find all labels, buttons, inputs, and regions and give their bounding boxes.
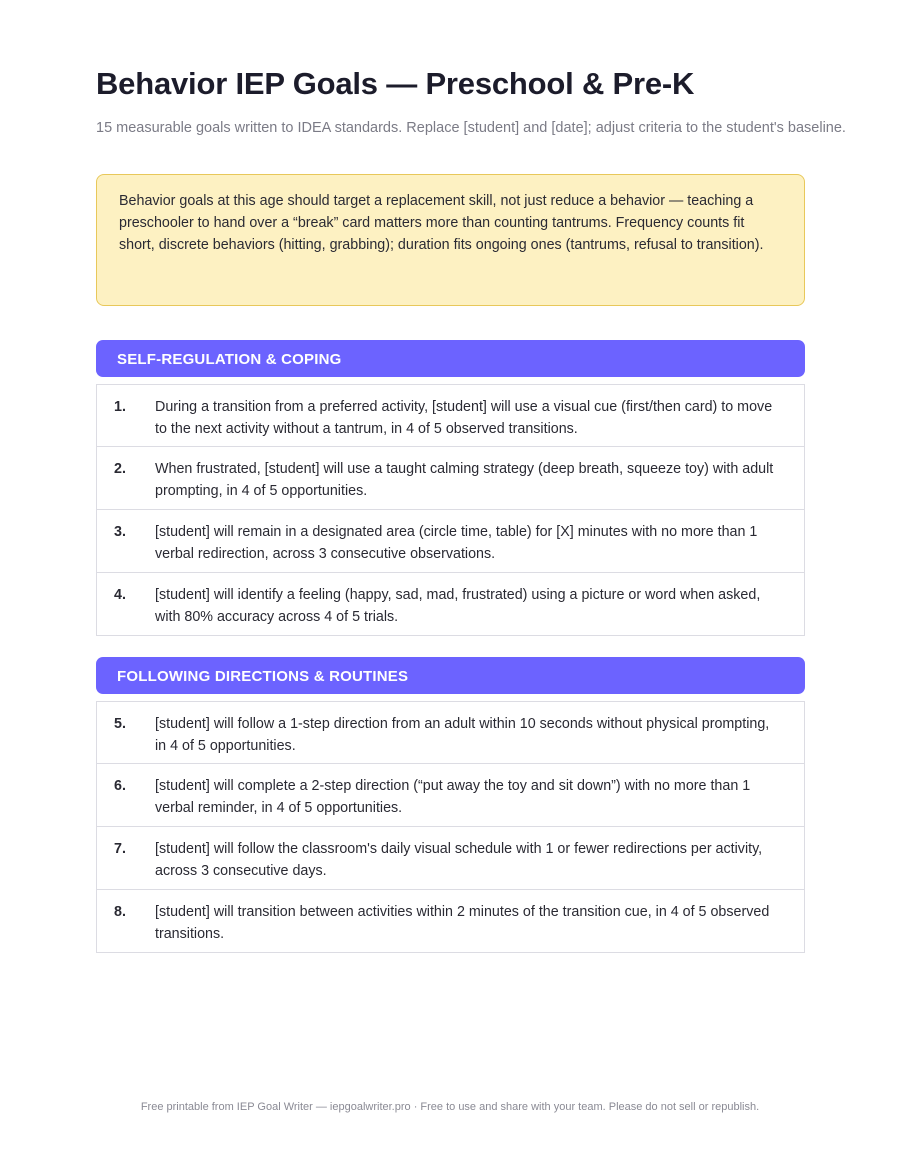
goal-item	[96, 384, 805, 447]
page-subtitle: 15 measurable goals written to IDEA standards. Replace [student] and [date]; adjust criteria to the student's baseline.	[96, 120, 846, 136]
section-heading: SELF-REGULATION & COPING	[96, 340, 805, 377]
goal-number: 6.	[114, 778, 126, 794]
goal-item	[96, 447, 805, 510]
page-title: Behavior IEP Goals — Preschool & Pre-K	[96, 66, 695, 101]
goal-item	[96, 701, 805, 764]
goal-item	[96, 890, 805, 953]
goal-item	[96, 827, 805, 890]
goal-text: When frustrated, [student] will use a taught calming strategy (deep breath, squeeze toy) with adult prompting, in 4 of 5 opportunities.	[155, 461, 774, 499]
goal-text: During a transition from a preferred activity, [student] will use a visual cue (first/then card) to move to the next activity without a tantrum, in 4 of 5 observed transitions.	[155, 399, 773, 437]
goal-number: 1.	[114, 399, 126, 415]
section-heading: FOLLOWING DIRECTIONS & ROUTINES	[96, 657, 805, 694]
goal-text: [student] will complete a 2-step direction (“put away the toy and sit down”) with no more than 1 verbal reminder, in 4 of 5 opportunities.	[155, 778, 751, 816]
goal-number: 5.	[114, 716, 126, 732]
info-callout	[96, 174, 805, 306]
goal-item	[96, 573, 805, 636]
goal-item	[96, 764, 805, 827]
section-self-regulation	[96, 340, 805, 636]
goal-text: [student] will follow the classroom's daily visual schedule with 1 or fewer redirections per activity, across 3 consecutive days.	[155, 841, 763, 879]
goal-item	[96, 510, 805, 573]
goal-text: [student] will remain in a designated area (circle time, table) for [X] minutes with no more than 1 verbal redirection, across 3 consecutive observations.	[155, 524, 758, 562]
goal-number: 7.	[114, 841, 126, 857]
goal-list	[96, 384, 805, 636]
goal-number: 8.	[114, 904, 126, 920]
goal-number: 4.	[114, 587, 126, 603]
goal-number: 3.	[114, 524, 126, 540]
goal-text: [student] will identify a feeling (happy, sad, mad, frustrated) using a picture or word when asked, with 80% accuracy across 4 of 5 trials.	[155, 587, 761, 625]
page-footer: Free printable from IEP Goal Writer — iepgoalwriter.pro · Free to use and share with your team. Please do not sell or republish.	[140, 1101, 760, 1113]
section-following-directions	[96, 657, 805, 953]
goal-text: [student] will follow a 1-step direction from an adult within 10 seconds without physical prompting, in 4 of 5 opportunities.	[155, 716, 770, 754]
goal-number: 2.	[114, 461, 126, 477]
goal-text: [student] will transition between activities within 2 minutes of the transition cue, in 4 of 5 observed transitions.	[155, 904, 770, 942]
callout-text: Behavior goals at this age should target a replacement skill, not just reduce a behavior — teaching a preschooler to hand over a “break” card matters more than counting tantrums. Frequency counts fit short, discrete behaviors (hitting, grabbing); duration fits ongoing ones (tantrums, refusal to transition).	[119, 193, 764, 253]
goal-list	[96, 701, 805, 953]
